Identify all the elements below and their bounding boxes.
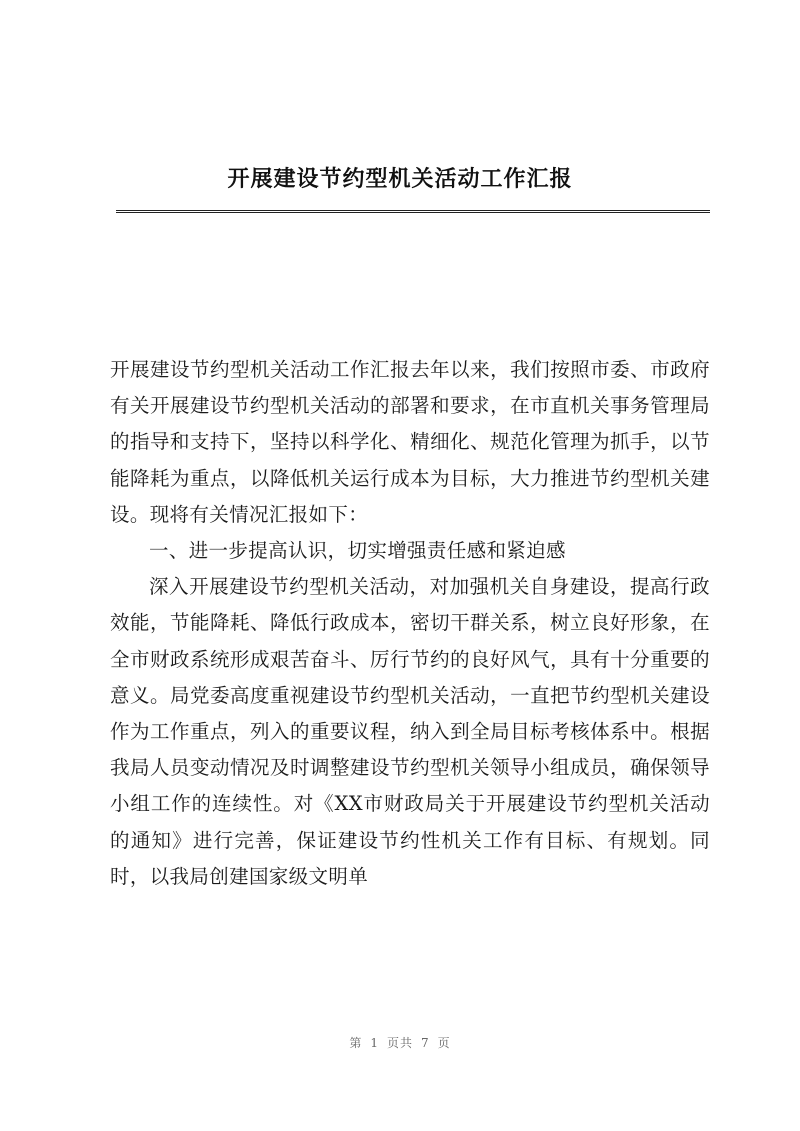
document-title: 开展建设节约型机关活动工作汇报 bbox=[227, 167, 573, 192]
paragraph-intro: 开展建设节约型机关活动工作汇报去年以来，我们按照市委、市政府有关开展建设节约型机关活动的部署和要求，在市直机关事务管理局的指导和支持下，坚持以科学化、精细化、规范化管理为抓手，以节能降耗为重点，以降低机关运行成本为目标，大力推进节约型机关建设。现将有关情况汇报如下： bbox=[110, 358, 710, 526]
title-underline bbox=[116, 210, 710, 213]
document-body bbox=[110, 352, 710, 895]
footer-page-total: 7 bbox=[421, 1036, 430, 1050]
page-footer bbox=[0, 1034, 800, 1051]
footer-page-number: 1 bbox=[370, 1036, 379, 1050]
paragraph-section-1: 深入开展建设节约型机关活动，对加强机关自身建设，提高行政效能，节能降耗、降低行政成本，密切干群关系，树立良好形象，在全市财政系统形成艰苦奋斗、厉行节约的良好风气，具有十分重要的意义。局党委高度重视建设节约型机关活动，一直把节约型机关建设作为工作重点，列入的重要议程，纳入到全局目标考核体系中。根据我局人员变动情况及时调整建设节约型机关领导小组成员，确保领导小组工作的连续性。对《XX市财政局关于开展建设节约型机关活动的通知》进行完善，保证建设节约性机关工作有目标、有规划。同时，以我局创建国家级文明单 bbox=[110, 575, 710, 888]
footer-prefix: 第 bbox=[349, 1036, 363, 1050]
section-heading-1: 一、进一步提高认识，切实增强责任感和紧迫感 bbox=[149, 539, 566, 563]
footer-suffix: 页 bbox=[437, 1036, 451, 1050]
footer-middle: 页共 bbox=[386, 1036, 413, 1050]
